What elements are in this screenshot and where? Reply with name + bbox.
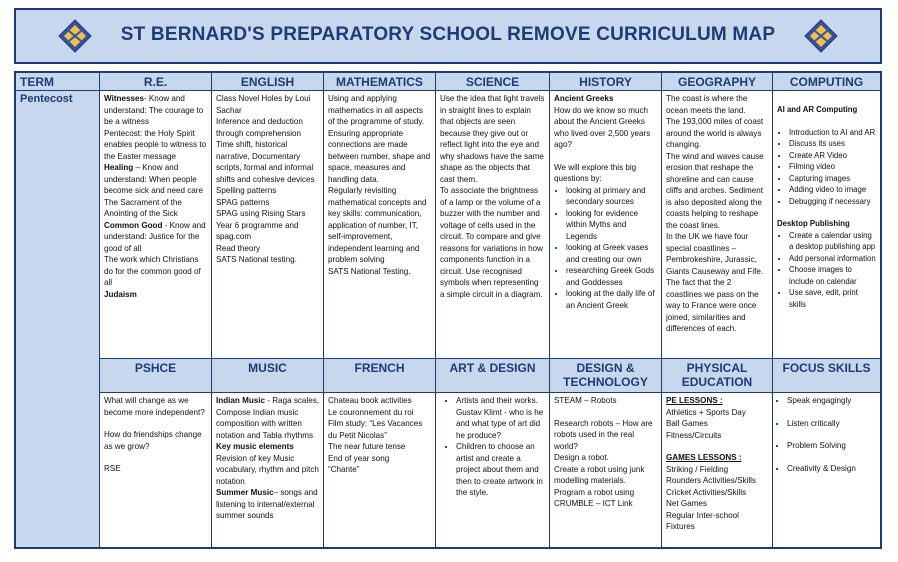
pe-lesson: Ball Games xyxy=(666,419,708,428)
computing-ai-item: • Introduction to AI and AR xyxy=(789,127,876,139)
music-summer-title: Summer Music xyxy=(216,488,274,497)
french-line: Le couronnement du roi xyxy=(328,407,414,417)
science-light: Use the idea that light travels in straight lines to explain that objects are seen because they give out or reflect light into the eye and why shadows have the same shape as the objects that cast them. xyxy=(440,94,545,184)
pe-lessons-title: PE LESSONS : xyxy=(666,396,723,405)
geography-line: The coast is where the ocean meets the land. xyxy=(666,94,748,115)
header-dt-line1: DESIGN & xyxy=(576,361,635,375)
header-re: R.E. xyxy=(100,73,212,91)
french-line: Chateau book activities xyxy=(328,396,412,405)
dt-line: Program a robot using CRUMBLE – ICT Link xyxy=(554,487,635,508)
science-circuits: To associate the brightness of a lamp or the volume of a buzzer with the number and voltage of cells used in the circuit. To compare and give reasons for variations in how components function in a circuit. Use recognised symbols when representing a simple circuit in a diagram. xyxy=(440,186,544,299)
header-history: HISTORY xyxy=(550,73,662,91)
music-key-text: Revision of key Music vocabulary, rhythm and pitch notation xyxy=(216,453,319,486)
pe-game: Rounders Activities/Skills xyxy=(666,476,756,485)
geography-line: The fact that the 2 coastlines we pass on the way to France were once joined, similarities and differences of each. xyxy=(666,278,759,333)
english-line: Class Novel Holes by Loui Sachar xyxy=(216,94,311,115)
french-line: End of year song xyxy=(328,453,390,463)
header-computing: COMPUTING xyxy=(773,73,880,91)
geography-line: The wind and waves cause erosion that reshape the shoreline and can cause cliffs and arches. Sediment is also deposited along the coasts helping to reshape the coast lines. xyxy=(666,151,764,230)
pshce-line: What will change as we become more independent? xyxy=(104,396,205,417)
pe-game: Cricket Activities/Skills xyxy=(666,487,747,497)
header-english: ENGLISH xyxy=(212,73,324,91)
re-healing-text: – Know and understand: When people become sick and need care xyxy=(104,163,203,195)
school-crest-icon xyxy=(804,19,838,53)
history-explore: We will explore this big questions by: xyxy=(554,162,637,183)
page-title: ST BERNARD'S PREPARATORY SCHOOL REMOVE CURRICULUM MAP xyxy=(120,24,776,45)
maths-line: Regularly revisiting mathematical concepts and key skills: communication, application of number, IT, self-improvement, independent learning and problem solving xyxy=(328,186,427,264)
history-item: • looking for evidence within Myths and Legends xyxy=(566,208,657,243)
history-item: • looking at Greek vases and creating our own xyxy=(566,242,657,265)
pshce-content xyxy=(100,393,212,547)
maths-line: Ensuring appropriate connections are made between number, shape and space, measures and handling data. xyxy=(328,128,431,184)
english-line: Time shift, historical narrative, Documentary scripts, formal and informal shifts and cohesive devices xyxy=(216,140,315,184)
focus-item: • Problem Solving xyxy=(787,440,876,452)
music-key-title: Key music elements xyxy=(216,442,294,451)
focus-item: • Listen critically xyxy=(787,418,876,430)
english-line: SPAG using Rising Stars Year 6 programme and spag.com xyxy=(216,209,306,241)
header-pe-line1: PHYSICAL xyxy=(686,361,748,375)
computing-dp-item: • Choose images to include on calendar xyxy=(789,264,876,287)
curriculum-table xyxy=(14,71,882,549)
computing-ai-item: • Capturing images xyxy=(789,173,876,185)
music-indian-title: Indian Music xyxy=(216,396,266,405)
pshce-line: RSE xyxy=(104,464,121,473)
art-content xyxy=(436,393,550,547)
computing-dp-item: • Use save, edit, print skills xyxy=(789,287,876,310)
pe-lesson: Fitness/Circuits xyxy=(666,430,722,440)
header-art: ART & DESIGN xyxy=(436,359,550,393)
geography-line: The 193,000 miles of coast around the world is always changing. xyxy=(666,117,764,149)
dt-line: Create a robot using junk modelling materials. xyxy=(554,464,645,485)
header-banner xyxy=(14,8,882,64)
english-content xyxy=(212,91,324,359)
history-item: • researching Greek Gods and Goddesses xyxy=(566,265,657,288)
computing-ai-item: • Filming video xyxy=(789,161,876,173)
focus-item: • Speak engagingly xyxy=(787,395,876,407)
re-witnesses-text: - Know and understand: The courage to be a witness xyxy=(104,94,204,126)
header-french: FRENCH xyxy=(324,359,436,393)
computing-dp-item: • Create a calendar using a desktop publishing app xyxy=(789,230,876,253)
re-common-title: Common Good xyxy=(104,220,163,230)
computing-ai-item: • Adding video to image xyxy=(789,184,876,196)
french-line: Film study: “Les Vacances du Petit Nicolas” xyxy=(328,419,423,440)
header-term: TERM xyxy=(16,73,100,91)
history-item: • looking at the daily life of an Ancient Greek xyxy=(566,288,657,311)
pe-lesson: Athletics + Sports Day xyxy=(666,407,746,417)
computing-ai-item: • Discuss its uses xyxy=(789,138,876,150)
header-maths: MATHEMATICS xyxy=(324,73,436,91)
science-content xyxy=(436,91,550,359)
maths-line: Using and applying mathematics in all aspects of the programme of study. xyxy=(328,94,425,126)
computing-ai-title: AI and AR Computing xyxy=(777,105,858,114)
dt-content xyxy=(550,393,662,547)
dt-line: STEAM – Robots xyxy=(554,396,617,405)
term-cell xyxy=(16,91,100,547)
music-indian-text: - Raga scales, Compose Indian music composition with written notation and Tabla rhythms xyxy=(216,396,320,440)
english-line: Read theory xyxy=(216,243,261,253)
history-intro: How do we know so much about the Ancient Greeks who lived over 2,500 years ago? xyxy=(554,105,651,149)
header-pe xyxy=(662,359,773,393)
re-judaism: Judaism xyxy=(104,289,137,299)
header-focus: FOCUS SKILLS xyxy=(773,359,880,393)
header-science: SCIENCE xyxy=(436,73,550,91)
computing-ai-item: • Create AR Video xyxy=(789,150,876,162)
header-geography: GEOGRAPHY xyxy=(662,73,773,91)
history-content xyxy=(550,91,662,359)
computing-ai-item: • Debugging if necessary xyxy=(789,196,876,208)
re-content xyxy=(100,91,212,359)
header-pshce: PSHCE xyxy=(100,359,212,393)
pe-game: Regular Inter-school Fixtures xyxy=(666,510,739,531)
music-summer-text: – songs and listening to internal/external summer sounds xyxy=(216,488,318,520)
french-line: “Chante” xyxy=(328,465,360,474)
dt-line: Design a robot. xyxy=(554,453,609,462)
header-music: MUSIC xyxy=(212,359,324,393)
re-pentecost-text: Pentecost: the Holy Spirit enables people to witness to the Easter message xyxy=(104,128,207,161)
computing-dp-title: Desktop Publishing xyxy=(777,219,850,228)
re-witnesses-title: Witnesses xyxy=(104,94,144,103)
re-healing-title: Healing xyxy=(104,163,134,172)
term-name: Pentecost xyxy=(20,93,73,105)
dt-line: Research robots – How are robots used in the real world? xyxy=(554,418,653,451)
art-item: • Artists and their works. Gustav Klimt - who is he and what type of art did he produce? xyxy=(456,395,545,441)
history-item: • looking at primary and secondary sources xyxy=(566,185,657,208)
english-line: SATS National testing. xyxy=(216,255,297,264)
french-line: The near future tense xyxy=(328,442,406,451)
geography-content xyxy=(662,91,773,359)
art-item: • Children to choose an artist and create a project about them and then to create artwork in the style. xyxy=(456,441,545,499)
english-line: Spelling patterns xyxy=(216,186,277,195)
pshce-line: How do friendships change as we grow? xyxy=(104,430,202,451)
focus-content xyxy=(773,393,880,547)
header-dt xyxy=(550,359,662,393)
pe-content xyxy=(662,393,773,547)
maths-line: SATS National Testing. xyxy=(328,266,411,276)
history-title: Ancient Greeks xyxy=(554,94,614,103)
pe-games-title: GAMES LESSONS : xyxy=(666,453,742,462)
re-sacrament-text: The Sacrament of the Anointing of the Sick xyxy=(104,197,182,218)
re-work-text: The work which Christians do for the common good of all xyxy=(104,255,201,287)
computing-content xyxy=(773,91,880,359)
re-common-text: - Know and understand: Justice for the good of all xyxy=(104,220,206,253)
geography-line: In the UK we have four special coastlines – Pembrokeshire, Jurassic, Giants Causeway and Fife. xyxy=(666,232,764,276)
pe-game: Net Games xyxy=(666,499,707,508)
pe-game: Striking / Fielding xyxy=(666,464,729,474)
maths-content xyxy=(324,91,436,359)
english-line: SPAG patterns xyxy=(216,197,270,207)
focus-item: • Creativity & Design xyxy=(787,463,876,475)
english-line: Inference and deduction through comprehension xyxy=(216,117,303,138)
music-content xyxy=(212,393,324,547)
french-content xyxy=(324,393,436,547)
header-pe-line2: EDUCATION xyxy=(681,375,753,389)
computing-dp-item: • Add personal information xyxy=(789,253,876,265)
header-dt-line2: TECHNOLOGY xyxy=(563,375,648,389)
